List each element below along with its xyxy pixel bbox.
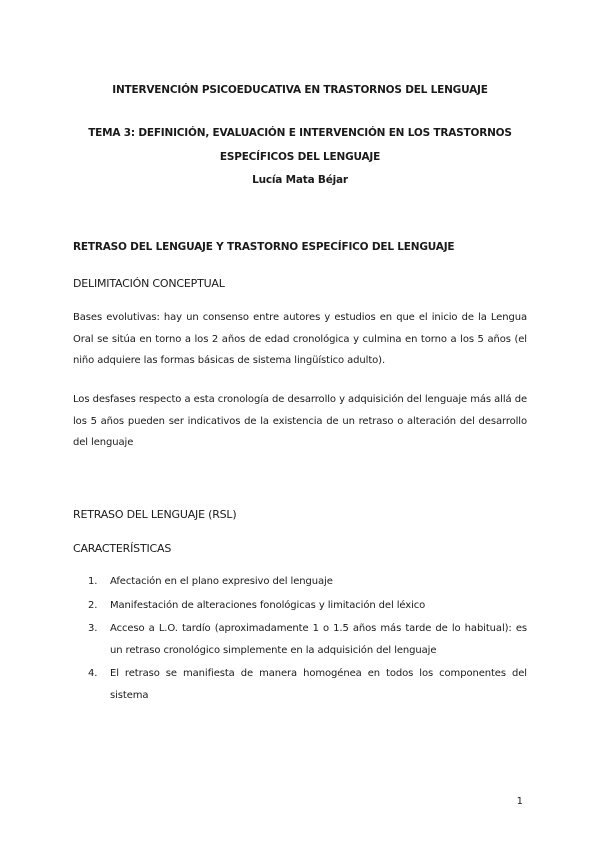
list-item-text: Afectación en el plano expresivo del lenguaje xyxy=(110,576,333,587)
list-item xyxy=(73,618,527,661)
list-item xyxy=(73,595,527,617)
list-item-text: Acceso a L.O. tardío (aproximadamente 1 o 1.5 años más tarde de lo habitual): es un retraso cronológico simplemente en la adquisición del lenguaje xyxy=(110,623,527,656)
paragraph-bases-evolutivas: Bases evolutivas: hay un consenso entre autores y estudios en que el inicio de la Lengua Oral se sitúa en torno a los 2 años de edad cronológica y culmina en torno a los 5 años (el niño adquiere las formas básicas de sistema lingüístico adulto). xyxy=(73,312,527,366)
list-item xyxy=(73,571,527,593)
list-item-text: Manifestación de alteraciones fonológicas y limitación del léxico xyxy=(110,599,426,611)
document-subtitle xyxy=(0,121,600,169)
section-heading: RETRASO DEL LENGUAJE Y TRASTORNO ESPECÍFICO DEL LENGUAJE xyxy=(73,241,455,253)
paragraph-desfases: Los desfases respecto a esta cronología de desarrollo y adquisición del lenguaje más allá de los 5 años pueden ser indicativos de la existencia de un retraso o alteración del desarrollo del lenguaje xyxy=(73,394,527,448)
list-item-number: 1. xyxy=(88,576,98,587)
list-item-number: 4. xyxy=(88,668,98,679)
document-title: INTERVENCIÓN PSICOEDUCATIVA EN TRASTORNOS DEL LENGUAJE xyxy=(112,84,488,96)
author-name: Lucía Mata Béjar xyxy=(252,174,348,186)
list-item-text: El retraso se manifiesta de manera homogénea en todos los componentes del sistema xyxy=(110,668,527,701)
subtitle-line-2: ESPECÍFICOS DEL LENGUAJE xyxy=(219,151,381,163)
list-item-number: 2. xyxy=(88,599,98,611)
list-item xyxy=(73,663,527,706)
rsl-heading: RETRASO DEL LENGUAJE (RSL) xyxy=(73,508,237,521)
page-number: 1 xyxy=(516,796,523,807)
list-item-number: 3. xyxy=(88,623,98,634)
characteristics-list xyxy=(73,571,527,708)
characteristics-heading: CARACTERÍSTICAS xyxy=(73,542,172,555)
subsection-heading: DELIMITACIÓN CONCEPTUAL xyxy=(73,277,225,290)
subtitle-line-1: TEMA 3: DEFINICIÓN, EVALUACIÓN E INTERVENCIÓN EN LOS TRASTORNOS xyxy=(88,127,512,139)
